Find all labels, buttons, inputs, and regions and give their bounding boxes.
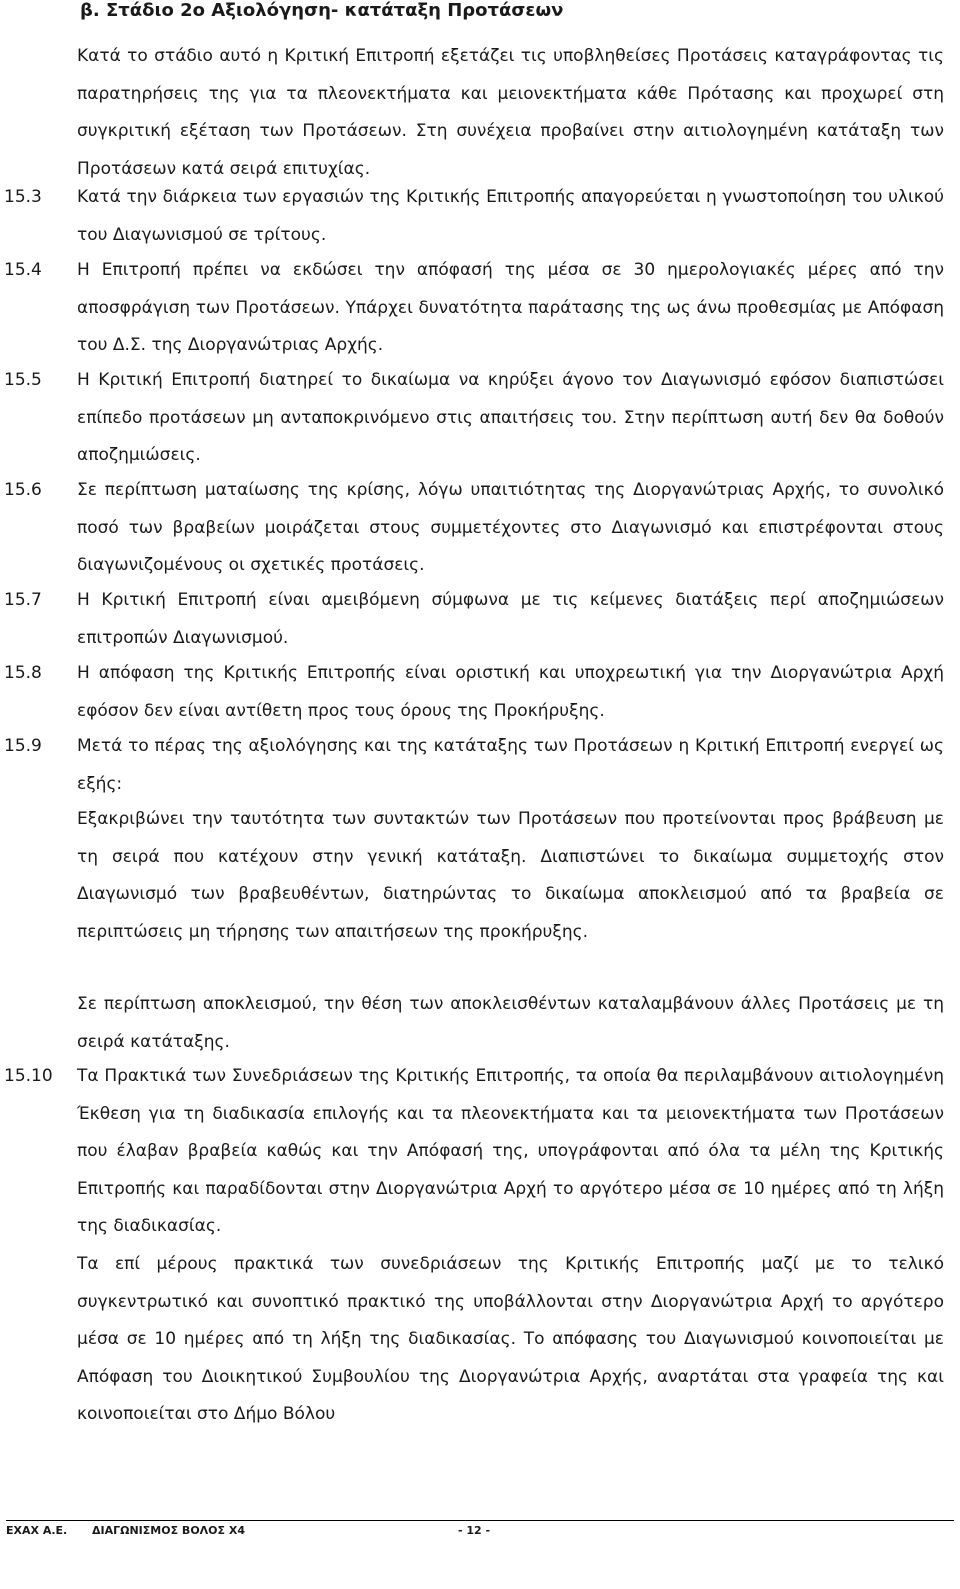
clause-15-6 xyxy=(0,472,944,585)
clause-text: Μετά το πέρας της αξιολόγησης και της κατάταξης των Προτάσεων η Κριτική Επιτροπή ενεργεί ως εξής: xyxy=(77,736,944,794)
clause-text: Σε περίπτωση ματαίωσης της κρίσης, λόγω υπαιτιότητας της Διοργανώτριας Αρχής, το συνολικό ποσό των βραβείων μοιράζεται στους συμμετέχοντες στο Διαγωνισμό και επιστρέφονται στους διαγωνιζομένους οι σχετικές προτάσεις. xyxy=(77,480,944,575)
clause-text: Τα επί μέρους πρακτικά των συνεδριάσεων της Κριτικής Επιτροπής μαζί με το τελικό συγκεντρωτικό και συνοπτικό πρακτικό της υποβάλλονται στην Διοργανώτρια Αρχή το αργότερο μέσα σε 10 ημέρες από τη λήξη της διαδικασίας. Το απόφασης του Διαγωνισμού κοινοποιείται με Απόφαση του Διοικητικού Συμβουλίου της Διοργανώτρια Αρχής, αναρτάται στα γραφεία της και κοινοποιείται στο Δήμο Βόλου xyxy=(77,1254,944,1424)
clause-text: Η Κριτική Επιτροπή είναι αμειβόμενη σύμφωνα με τις κείμενες διατάξεις περί αποζημιώσεων επιτροπών Διαγωνισμού. xyxy=(77,590,944,648)
intro-paragraph xyxy=(0,38,944,188)
clause-15-3 xyxy=(0,179,944,254)
clause-text: Κατά την διάρκεια των εργασιών της Κριτικής Επιτροπής απαγορεύεται η γνωστοποίηση του υλικού του Διαγωνισμού σε τρίτους. xyxy=(77,187,944,245)
clause-15-10 xyxy=(0,1058,944,1246)
clause-15-10-paragraph-2 xyxy=(0,1246,944,1434)
clause-text: Τα Πρακτικά των Συνεδριάσεων της Κριτικής Επιτροπής, τα οποία θα περιλαμβάνουν αιτιολογημένη Έκθεση για τη διαδικασία επιλογής και τα πλεονεκτήματα και τα μειονεκτήματα των Προτάσεων που έλαβαν βραβεία καθώς και την Απόφασή της, υπογράφονται από όλα τα μέλη της Κριτικής Επιτροπής και παραδίδονται στην Διοργανώτρια Αρχή το αργότερο μέσα σε 10 ημέρες από τη λήξη της διαδικασίας. xyxy=(77,1066,944,1236)
clause-15-7 xyxy=(0,582,944,657)
clause-text: Η Κριτική Επιτροπή διατηρεί το δικαίωμα να κηρύξει άγονο τον Διαγωνισμό εφόσον διαπιστώσει επίπεδο προτάσεων μη ανταποκρινόμενο στις απαιτήσεις του. Στην περίπτωση αυτή δεν θα δοθούν αποζημιώσεις. xyxy=(77,370,944,465)
clause-text: Εξακριβώνει την ταυτότητα των συντακτών των Προτάσεων που προτείνονται προς βράβευση με τη σειρά που κατέχουν στην γενική κατάταξη. Διαπιστώνει το δικαίωμα συμμετοχής στον Διαγωνισμό των βραβευθέντων, διατηρώντας το δικαίωμα αποκλεισμού από τα βραβεία σε περιπτώσεις μη τήρησης των απαιτήσεων της προκήρυξης. xyxy=(77,809,944,942)
clause-number: 15.8 xyxy=(4,663,42,683)
clause-15-5 xyxy=(0,362,944,475)
intro-text: Κατά το στάδιο αυτό η Κριτική Επιτροπή εξετάζει τις υποβληθείσες Προτάσεις καταγράφοντας τις παρατηρήσεις της για τα πλεονεκτήματα και μειονεκτήματα κάθε Πρότασης και προχωρεί στη συγκριτική εξέταση των Προτάσεων. Στη συνέχεια προβαίνει στην αιτιολογημένη κατάταξη των Προτάσεων κατά σειρά επιτυχίας. xyxy=(77,46,944,179)
clause-15-9 xyxy=(0,728,944,803)
clause-number: 15.10 xyxy=(4,1066,53,1086)
clause-15-9-paragraph-2 xyxy=(0,801,944,951)
clause-15-8 xyxy=(0,655,944,730)
clause-number: 15.5 xyxy=(4,370,42,390)
clause-number: 15.9 xyxy=(4,736,42,756)
clause-number: 15.3 xyxy=(4,187,42,207)
section-heading: β. Στάδιο 2ο Αξιολόγηση- κατάταξη Προτάσεων xyxy=(80,0,564,21)
page-footer xyxy=(0,1524,960,1537)
clause-number: 15.4 xyxy=(4,260,42,280)
clause-15-9-paragraph-3 xyxy=(0,986,944,1061)
clause-text: Η Επιτροπή πρέπει να εκδώσει την απόφασή της μέσα σε 30 ημερολογιακές μέρες από την αποσφράγιση των Προτάσεων. Υπάρχει δυνατότητα παράτασης της ως άνω προθεσμίας με Απόφαση του Δ.Σ. της Διοργανώτριας Αρχής. xyxy=(77,260,944,355)
clause-number: 15.7 xyxy=(4,590,42,610)
footer-title: ΔΙΑΓΩΝΙΣΜΟΣ ΒΟΛΟΣ Χ4 xyxy=(92,1524,246,1537)
clause-text: Η απόφαση της Κριτικής Επιτροπής είναι οριστική και υποχρεωτική για την Διοργανώτρια Αρχή εφόσον δεν είναι αντίθετη προς τους όρους της Προκήρυξης. xyxy=(77,663,944,721)
page-number: - 12 - xyxy=(458,1524,491,1537)
clause-number: 15.6 xyxy=(4,480,42,500)
footer-organization: ΕΧΑΧ Α.Ε. xyxy=(6,1524,68,1537)
clause-text: Σε περίπτωση αποκλεισμού, την θέση των αποκλεισθέντων καταλαμβάνουν άλλες Προτάσεις με τη σειρά κατάταξης. xyxy=(77,994,944,1052)
clause-15-4 xyxy=(0,252,944,365)
footer-divider xyxy=(6,1520,954,1521)
